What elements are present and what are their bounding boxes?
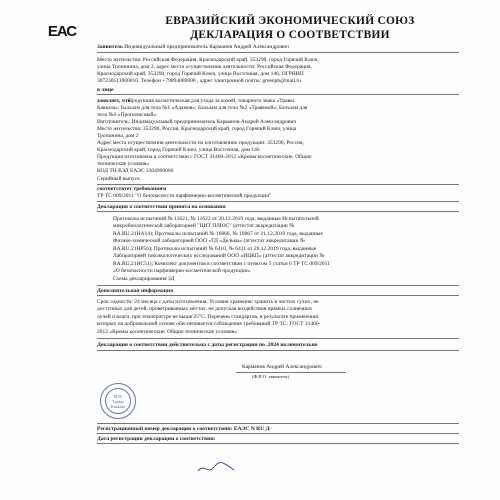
declares-line: тела №3 «Прополисный». xyxy=(97,112,158,118)
applicant-line: улица Тропинина, дом 2, адрес места осуществления деятельности: Российская Федерация, xyxy=(97,64,312,70)
person-label: в лице xyxy=(97,87,114,93)
additional-line: лучей и влаги, при температуре не выше 25°С. Перечень стандартов, в результате применения xyxy=(97,314,318,320)
declares-line: Изготовитель: Индивидуальный предприниматель Карманов Андрей Александрович xyxy=(97,119,297,125)
eac-logo: ЕАС xyxy=(47,22,77,40)
registration-date: Дата регистрации декларации о соответствии: xyxy=(97,436,216,442)
additional-label: Дополнительная информация xyxy=(97,288,174,294)
company-stamp xyxy=(100,383,136,419)
divider xyxy=(97,338,459,339)
stamp-top-text: М.П. xyxy=(113,393,123,399)
declares-line: Краснодарский край, город Горячий Ключ, улица Восточная, дом 146 xyxy=(97,147,260,153)
divider xyxy=(97,184,459,185)
requirements-text: ТР ТС 009/2011 "О безопасности парфюмерно-косметической продукции" xyxy=(97,193,272,199)
basis-line: Протоколы испытаний № 11621, № 11622 от 20.12.2019 года, выданные Испытательной xyxy=(113,216,319,222)
basis-line: RA.RU.21НР56); Протоколы испытаний № 6410, № 6411 от 26.12.2019 года, выданные xyxy=(113,246,317,252)
declares-line: Место жительства: 353290, Россия, Краснодарский край, город Горячий Ключ, улица xyxy=(97,126,297,132)
divider xyxy=(97,433,459,434)
applicant-line: Краснодарский край, 353290, город Горячий Ключ, улица Восточная, дом 146, ОГРНИП xyxy=(97,71,304,77)
signature-underline xyxy=(236,372,346,373)
basis-line: RA.RU.21НА14); Протоколы испытаний № 16866, № 16867 от 21.12.2019 года, выданные xyxy=(113,231,323,237)
registration-number: Регистрационный номер декларации о соответствии: ЕАЭС N RU Д- xyxy=(97,426,272,432)
divider xyxy=(97,211,459,212)
applicant-name: Индивидуальный предприниматель Карманов Андрей Александрович xyxy=(124,44,289,50)
stamp-inner xyxy=(105,388,131,414)
declaration-title: ДЕКЛАРАЦИЯ О СООТВЕТСТВИИ xyxy=(190,29,390,41)
declares-line: Тропинина, дом 2 xyxy=(97,133,139,139)
declares-line: технические условия» xyxy=(97,161,150,167)
basis-line: микробиологической лабораторией "ЦИТ ПЛЮС" (аттестат аккредитации № xyxy=(113,223,295,229)
stamp-middle-text: Травы xyxy=(112,398,124,404)
declares-line: Адрес места осуществления деятельности по изготовлению продукции: 353290, Россия, xyxy=(97,140,304,146)
declares-line: КОД ТН ВЭД ЕАЭС 3304990000 xyxy=(97,168,174,174)
signature-mark xyxy=(196,461,236,475)
divider xyxy=(97,94,459,95)
union-title: ЕВРАЗИЙСКИЙ ЭКОНОМИЧЕСКИЙ СОЮЗ xyxy=(165,15,415,27)
divider xyxy=(97,295,459,296)
applicant-row xyxy=(97,44,459,51)
additional-line: которых на добровольной основе обеспечивается соблюдение требований ТР ТС: ГОСТ 31460- xyxy=(97,321,321,327)
basis-line: «О безопасности парфюмерно-косметической продукции» xyxy=(113,268,251,274)
applicant-line: 307230511000010. Телефон +79894080000 , адрес электронной почты: greenpb@mail.ru xyxy=(97,78,301,84)
declares-label: заявляет, что xyxy=(97,98,131,104)
applicant-line: Место жительства: Российская Федерация, Краснодарский край, 353290, город Горячий Ключ, xyxy=(97,57,319,63)
divider xyxy=(97,201,459,202)
additional-line: 2012 «Кремы косметические. Общие технические условия» xyxy=(97,329,238,335)
divider xyxy=(97,285,459,286)
basis-line: Схема декларирования 3Д xyxy=(113,276,175,282)
declares-line: Продукция изготовлена в соответствии с ГОСТ 31460-2012 «Кремы косметические. Общие xyxy=(97,154,312,160)
declares-line: Продукция косметическая для ухода за кожей, товарного знака «Травы xyxy=(128,98,294,104)
basis-label: Декларация о соответствии принята на основании xyxy=(97,204,226,210)
declares-line: Кавказа»: Бальзам для тела №1 «Адамов»; Бальзам для тела №2 «Травяной»; Бальзам для xyxy=(97,105,308,111)
divider xyxy=(97,350,459,351)
basis-line: Физико-химической лабораторией ООО «ТД «Дельма» (аттестат аккредитации № xyxy=(113,238,306,244)
additional-line: доступных для детей, проветриваемых местах, не допуская воздействия прямых солнечных xyxy=(97,306,313,312)
divider xyxy=(97,443,459,444)
additional-line: Срок годности: 24 месяца с даты изготовления. Условия хранения: хранить в чистых сухих, не xyxy=(97,299,319,305)
applicant-label: Заявитель xyxy=(97,44,123,50)
signatory-caption: (Ф.И.О. заявителя) xyxy=(252,374,289,379)
basis-line: RA.RU.21НС51); Комплект документов в соответствии с пунктом 5 статьи 6 ТР ТС 009/2011 xyxy=(113,261,330,267)
requirements-label: соответствует требованиям xyxy=(97,186,167,192)
signatory-name: Карманов Андрей Александрович xyxy=(242,364,322,370)
validity-text: Декларация о соответствии действительна с даты регистрации по .2024 включительно xyxy=(97,342,318,348)
divider xyxy=(97,423,459,424)
basis-line: Лабораторией токсикологических исследований ООО «ИЦКП» (аттестат аккредитации № xyxy=(113,253,325,259)
declares-line: Серийный выпуск xyxy=(97,176,140,182)
stamp-bottom-text: Кавказа xyxy=(111,403,125,409)
divider xyxy=(97,52,459,53)
